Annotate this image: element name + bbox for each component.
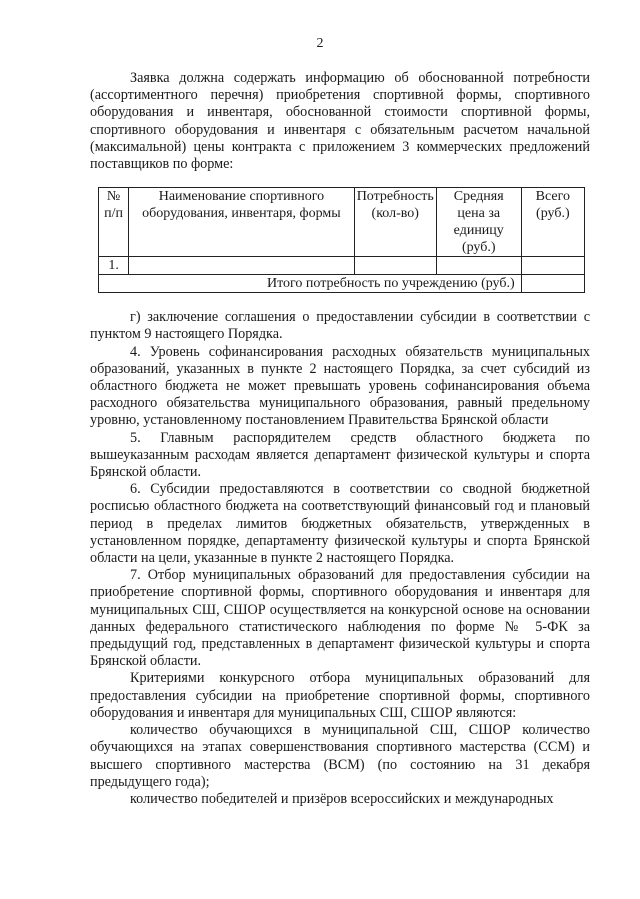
criteria-paragraph: Критериями конкурсного отбора муниципальных образований для предоставления субсидии на приобретение спортивной формы, спортивного оборудования и инвентаря для муниципальных СШ, СШОР являются: — [90, 670, 590, 721]
header-average-price: Средняя цена за единицу (руб.) — [436, 188, 521, 257]
header-quantity: Потребность (кол-во) — [354, 188, 436, 257]
paragraph-4: 4. Уровень софинансирования расходных обязательств муниципальных образований, указанных в пункте 2 настоящего Порядка, за счет субсидий из областного бюджета не может превышать уровень софинансирования объема расходного обязательства муниципального образования, равный предельному уровню, установленному постановлением Правительства Брянской области — [90, 343, 590, 429]
intro-paragraph: Заявка должна содержать информацию об обоснованной потребности (ассортиментного перечня) приобретения спортивной формы, спортивного оборудования и инвентаря, обоснованной стоимости спортивной формы, спортивного оборудования и инвентаря с обязательным расчетом начальной (максимальной) цены контракта с приложением 3 коммерческих предложений поставщиков по форме: — [90, 70, 590, 173]
total-value-cell — [521, 275, 584, 293]
paragraph-5: 5. Главным распорядителем средств областного бюджета по вышеуказанным расходам является департамент физической культуры и спорта Брянской области. — [90, 429, 590, 481]
paragraph-6: 6. Субсидии предоставляются в соответствии со сводной бюджетной росписью областного бюджета на соответствующий финансовый год и плановый период в пределах лимитов бюджетных обязательств, утвержденных в установленном порядке, департаменту физической культуры и спорта Брянской области на цели, указанные в пункте 2 настоящего Порядка. — [90, 481, 590, 567]
criterion-students: количество обучающихся в муниципальной СШ, СШОР количество обучающихся на этапах совершенствования спортивного мастерства (ССМ) и высшего спортивного мастерства (ВСМ) (по состоянию на 31 декабря предыдущего года); — [90, 722, 590, 790]
row-number: 1. — [99, 257, 129, 275]
document-body — [90, 70, 590, 808]
paragraph-7: 7. Отбор муниципальных образований для предоставления субсидии на приобретение спортивной формы, спортивного оборудования и инвентаря для муниципальных СШ, СШОР осуществляется на конкурсной основе на основании данных федерального статистического наблюдения по форме № 5-ФК за предыдущий год, представленных в департамент физической культуры и спорта Брянской области. — [90, 567, 590, 670]
header-number: № п/п — [99, 188, 129, 257]
table-header-row — [99, 188, 585, 257]
header-name: Наименование спортивного оборудования, инвентаря, формы — [129, 188, 355, 257]
paragraph-g: г) заключение соглашения о предоставлении субсидии в соответствии с пунктом 9 настоящего Порядка. — [90, 309, 590, 343]
empty-cell — [436, 257, 521, 275]
empty-cell — [129, 257, 355, 275]
table-row — [99, 257, 585, 275]
page-number: 2 — [316, 36, 324, 51]
criterion-winners: количество победителей и призёров всероссийских и международных — [130, 790, 554, 807]
empty-cell — [354, 257, 436, 275]
empty-cell — [521, 257, 584, 275]
total-label: Итого потребность по учреждению (руб.) — [99, 275, 522, 293]
request-form-table — [98, 187, 585, 293]
table-total-row — [99, 275, 585, 293]
header-total: Всего (руб.) — [521, 188, 584, 257]
